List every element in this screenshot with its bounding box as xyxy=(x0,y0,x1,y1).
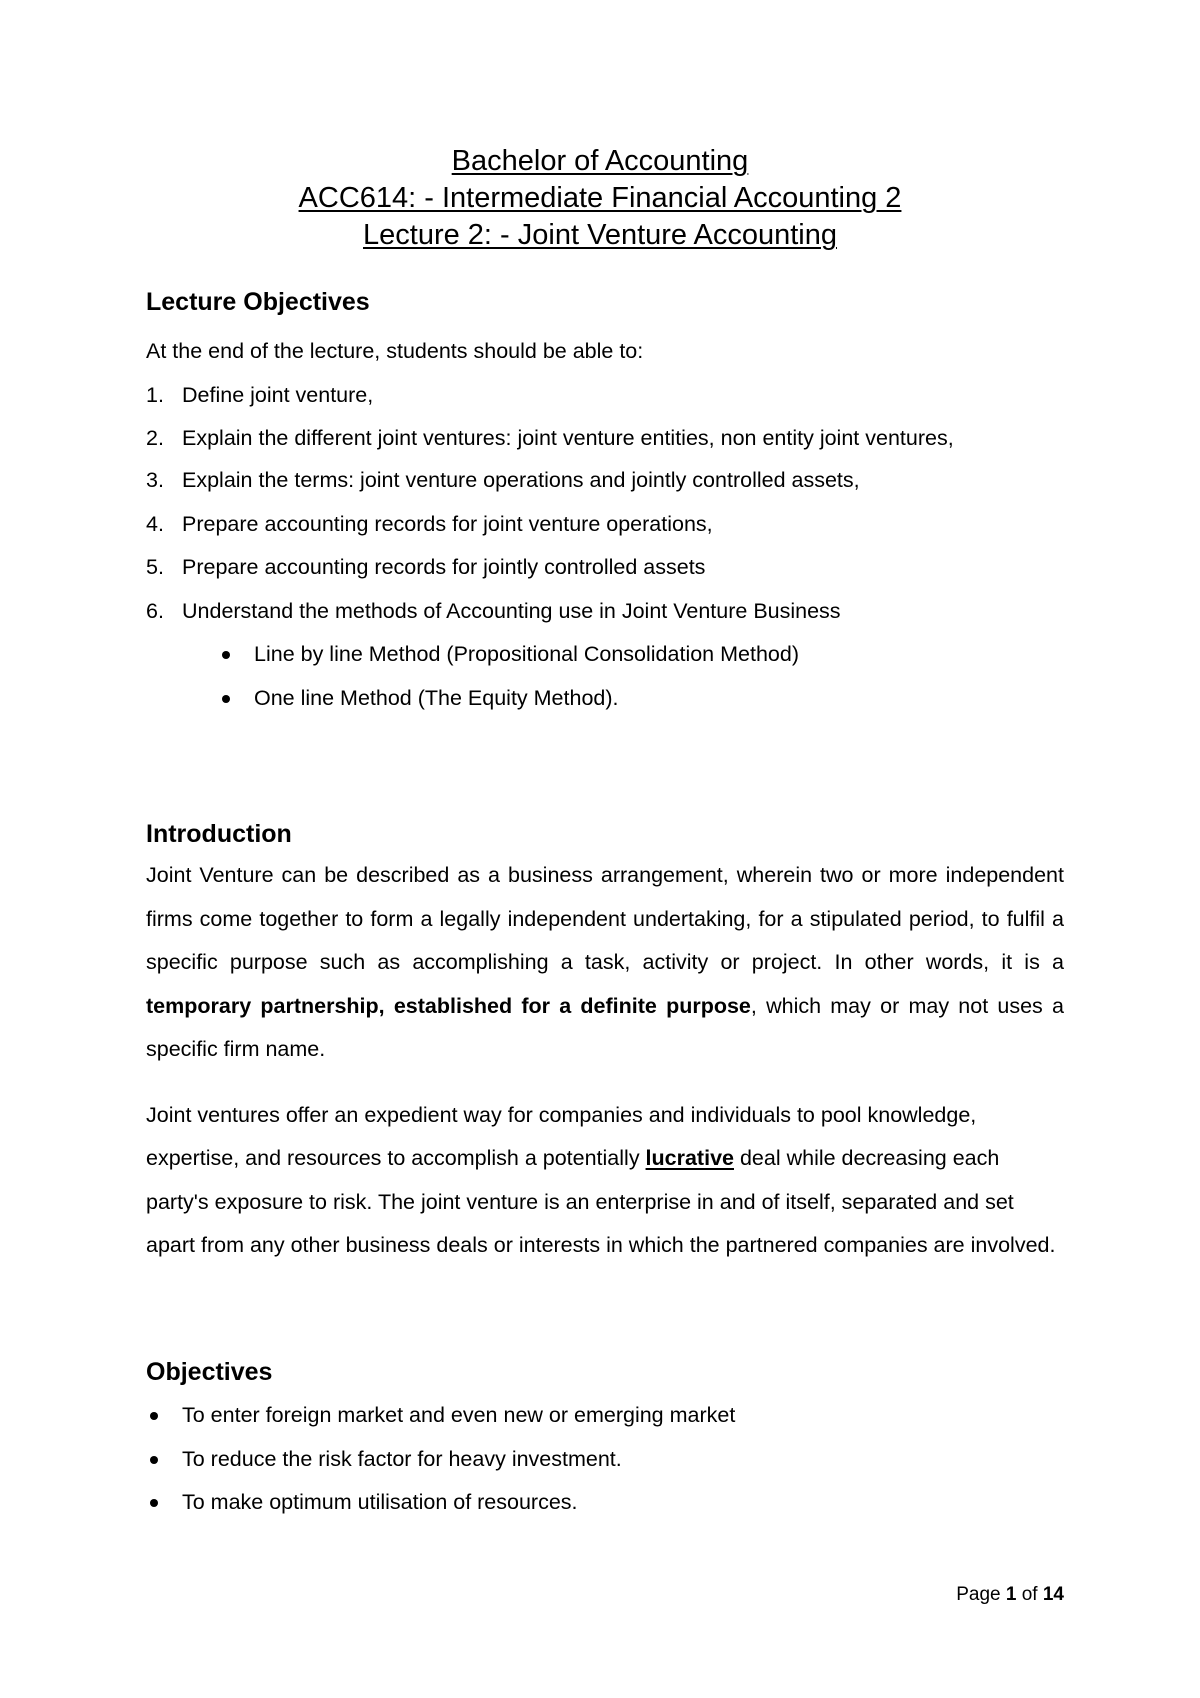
bullet-icon xyxy=(222,651,230,659)
introduction-heading: Introduction xyxy=(146,820,292,848)
list-item: Line by line Method (Propositional Consolidation Method) xyxy=(218,633,1064,677)
list-item: 6. Understand the methods of Accounting use in Joint Venture Business xyxy=(146,598,841,623)
bullet-icon xyxy=(222,695,230,703)
bullet-icon xyxy=(150,1456,158,1464)
bullet-icon xyxy=(150,1412,158,1420)
objectives-numbered-list xyxy=(146,374,1064,634)
degree-title: Bachelor of Accounting xyxy=(451,145,749,177)
lecture-objectives-intro: At the end of the lecture, students should be able to: xyxy=(146,339,644,363)
page-footer xyxy=(956,1584,1064,1606)
course-title: ACC614: - Intermediate Financial Accounting 2 xyxy=(298,182,902,214)
list-item: To make optimum utilisation of resources. xyxy=(146,1481,1064,1525)
list-item: 3. Explain the terms: joint venture operations and jointly controlled assets, xyxy=(146,468,860,492)
methods-bullet-list xyxy=(146,633,1064,720)
objectives-bullet-list xyxy=(146,1394,1064,1525)
bullet-icon xyxy=(150,1499,158,1507)
of-word: of xyxy=(1021,1584,1038,1605)
total-pages: 14 xyxy=(1042,1584,1064,1605)
list-item: One line Method (The Equity Method). xyxy=(218,677,1064,721)
lecture-objectives-section xyxy=(146,286,1064,720)
page-word: Page xyxy=(956,1584,1001,1605)
list-item: 4. Prepare accounting records for joint venture operations, xyxy=(146,511,713,536)
list-item: To enter foreign market and even new or emerging market xyxy=(146,1394,1064,1438)
lecture-objectives-heading: Lecture Objectives xyxy=(146,288,370,316)
introduction-section xyxy=(146,818,1064,1268)
introduction-paragraph-2: Joint ventures offer an expedient way for companies and individuals to pool knowledge, expertise, and resources to accomplish a potentially lucrative deal while decreasing each party's exposure to risk. The joint venture is an enterprise in and of itself, separated and set apart from any other business deals or interests in which the partnered companies are involved. xyxy=(146,1102,1056,1257)
title-block xyxy=(0,143,1200,254)
list-item: 2. Explain the different joint ventures: joint venture entities, non entity joint ventures, xyxy=(146,426,954,450)
list-item: 5. Prepare accounting records for jointly controlled assets xyxy=(146,555,706,579)
introduction-paragraph-1: Joint Venture can be described as a business arrangement, wherein two or more independent firms come together to form a legally independent undertaking, for a stipulated period, to fulfil a specific purpose such as accomplishing a task, activity or project. In other words, it is a temporary partnership, established for a definite purpose, which may or may not uses a specific firm name. xyxy=(146,863,1064,1061)
list-item: To reduce the risk factor for heavy investment. xyxy=(146,1438,1064,1482)
objectives-section xyxy=(146,1356,1064,1525)
lecture-title: Lecture 2: - Joint Venture Accounting xyxy=(363,219,837,251)
list-item: 1. Define joint venture, xyxy=(146,382,374,407)
page-number: 1 xyxy=(1005,1584,1017,1605)
objectives-heading: Objectives xyxy=(146,1358,273,1386)
